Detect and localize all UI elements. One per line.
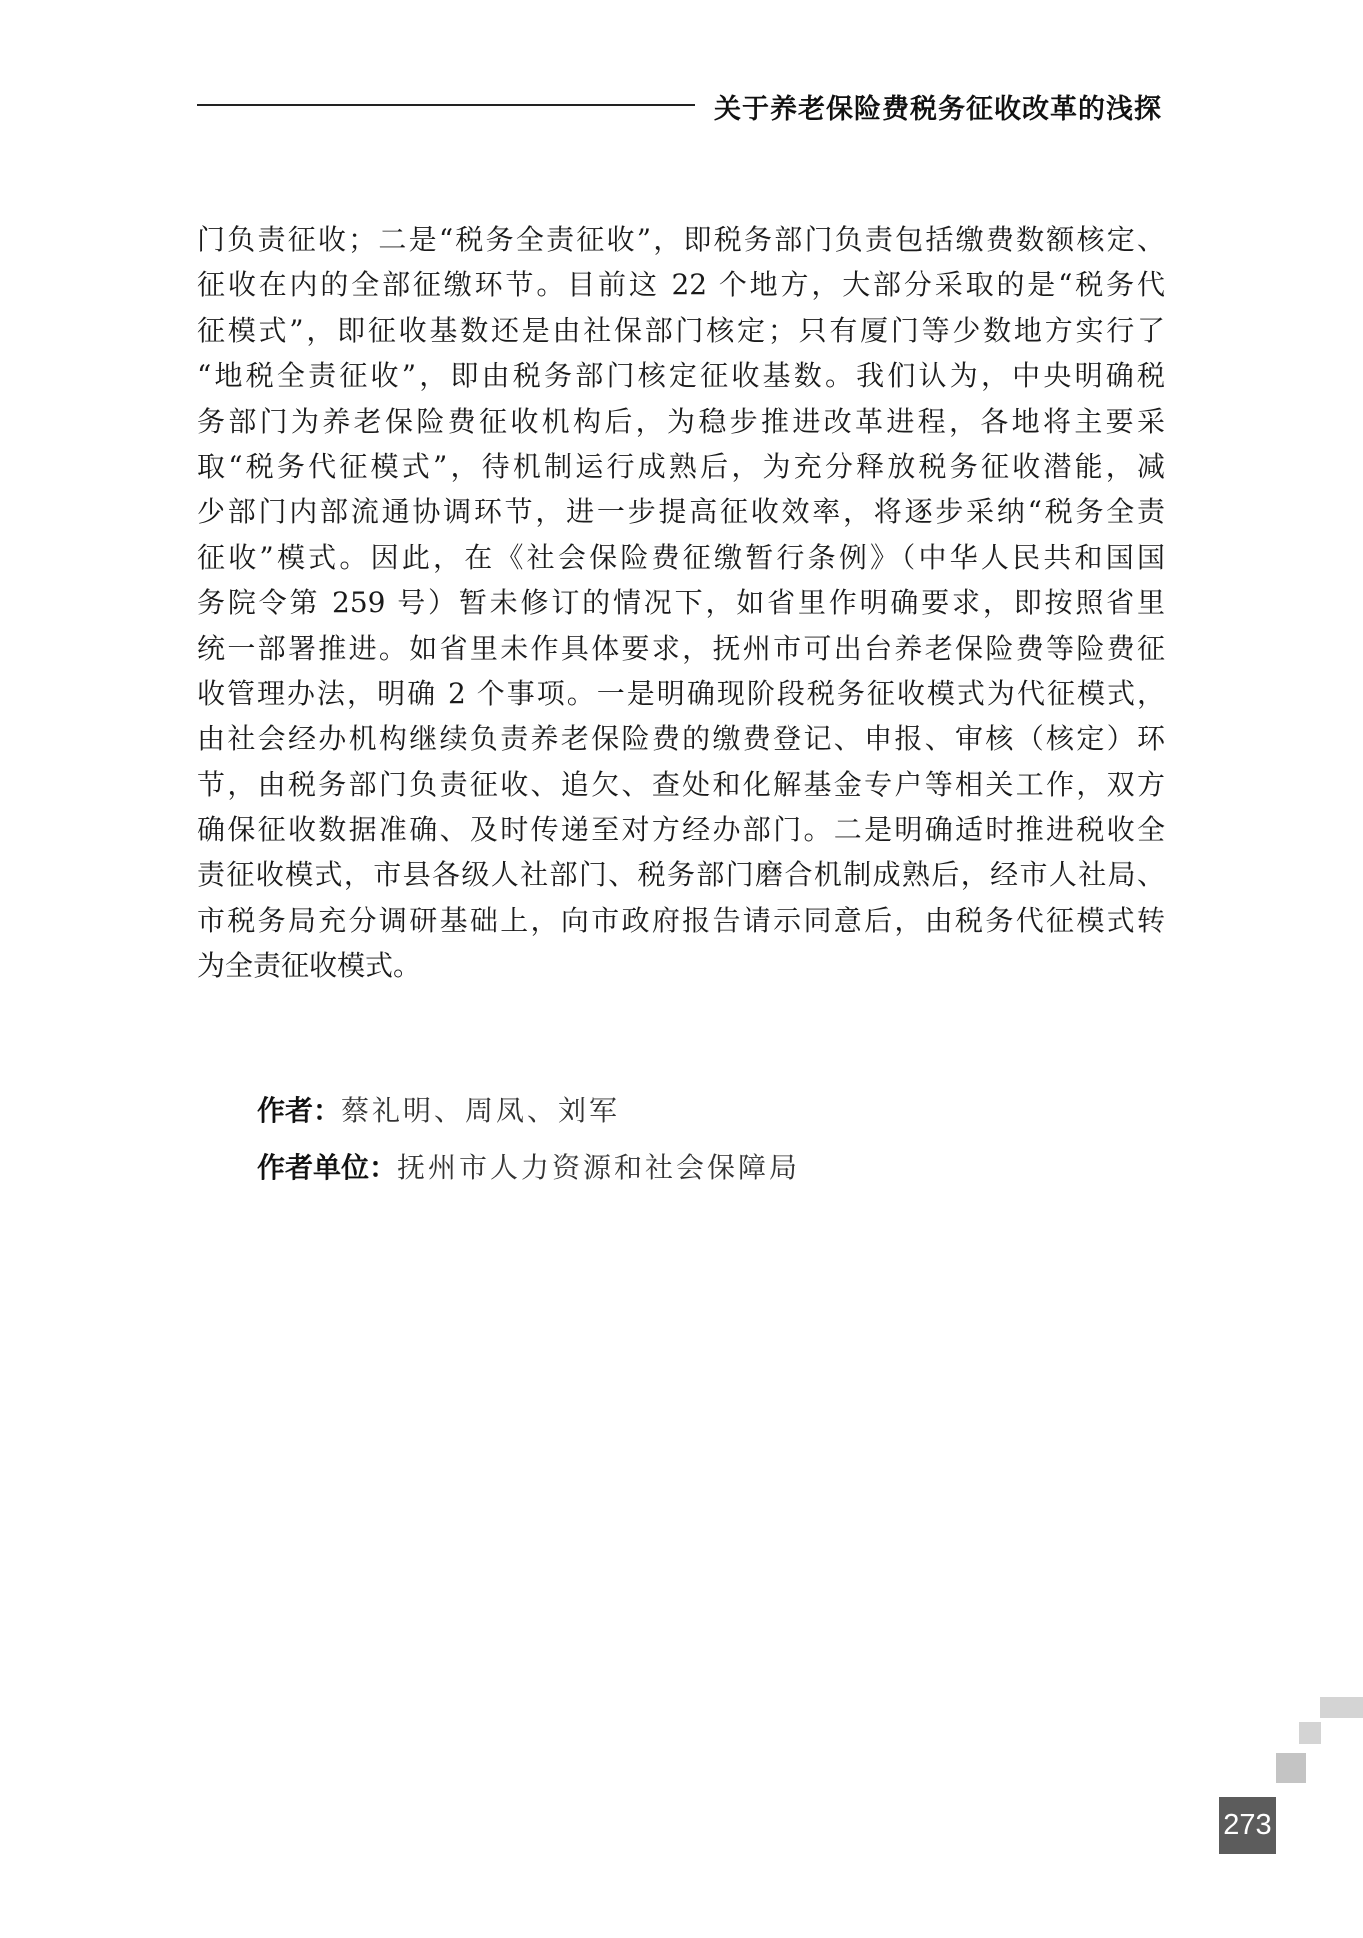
body-line: 确保征收数据准确、及时传递至对方经办部门。二是明确适时推进税收全 (197, 813, 1165, 847)
body-line: 门负责征收；二是“税务全责征收”，即税务部门负责包括缴费数额核定、 (197, 223, 1165, 256)
body-line: 为全责征收模式。 (197, 949, 422, 983)
body-line: 征收”模式。因此，在《社会保险费征缴暂行条例》（中华人民共和国国 (197, 540, 1165, 574)
body-line: 由社会经办机构继续负责养老保险费的缴费登记、申报、审核（核定）环 (197, 722, 1165, 756)
body-line: 收管理办法，明确 2 个事项。一是明确现阶段税务征收模式为代征模式， (197, 676, 1165, 710)
corner-deco-block (1276, 1753, 1306, 1783)
body-line: 节，由税务部门负责征收、追欠、查处和化解基金专户等相关工作，双方 (197, 767, 1165, 801)
page-number: 273 (1223, 1809, 1272, 1841)
body-line: “地税全责征收”，即由税务部门核定征收基数。我们认为，中央明确税 (197, 359, 1165, 393)
body-line: 取“税务代征模式”，待机制运行成熟后，为充分释放税务征收潜能，减 (197, 449, 1165, 483)
body-line: 责征收模式，市县各级人社部门、税务部门磨合机制成熟后，经市人社局、 (197, 858, 1165, 892)
author-unit-name: 抚州市人力资源和社会保障局 (397, 1151, 801, 1184)
body-line: 务部门为养老保险费征收机构后，为稳步推进改革进程，各地将主要采 (197, 404, 1165, 438)
author-label: 作者： (257, 1094, 342, 1127)
corner-deco-block (1299, 1722, 1321, 1744)
body-line: 市税务局充分调研基础上，向市政府报告请示同意后，由税务代征模式转 (197, 903, 1165, 937)
body-line: 统一部署推进。如省里未作具体要求，抚州市可出台养老保险费等险费征 (197, 631, 1165, 665)
body-text (197, 217, 1165, 989)
body-line: 务院令第 259 号）暂未修订的情况下，如省里作明确要求，即按照省里 (197, 586, 1165, 620)
body-line: 征模式”，即征收基数还是由社保部门核定；只有厦门等少数地方实行了 (197, 313, 1165, 347)
body-line: 少部门内部流通协调环节，进一步提高征收效率，将逐步采纳“税务全责 (197, 495, 1165, 529)
author-unit-label: 作者单位： (257, 1151, 398, 1184)
body-line: 征收在内的全部征缴环节。目前这 22 个地方，大部分采取的是“税务代 (197, 268, 1165, 302)
header-rule (197, 104, 695, 106)
page-number-box (1219, 1797, 1276, 1854)
running-title: 关于养老保险费税务征收改革的浅探 (714, 94, 1162, 125)
author-credits (257, 1089, 800, 1203)
author-row (257, 1089, 800, 1146)
corner-deco-block (1320, 1697, 1363, 1718)
author-names: 蔡礼明、周凤、刘军 (341, 1094, 621, 1127)
author-unit-row (257, 1146, 800, 1203)
